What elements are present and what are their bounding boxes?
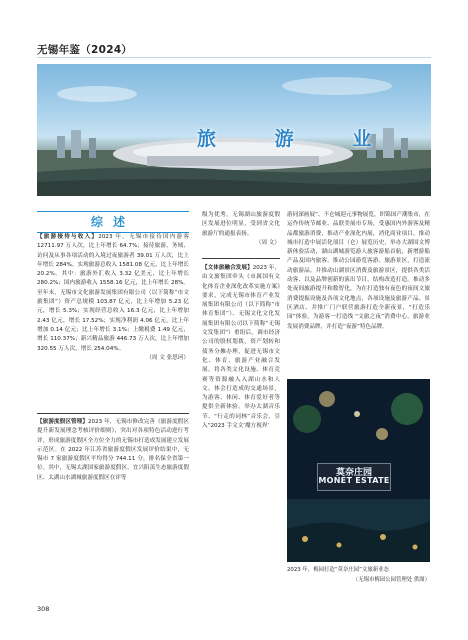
hero-banner	[37, 64, 431, 196]
review-heading: 综述	[90, 215, 135, 229]
author-credit: （周 文）	[255, 239, 280, 246]
section-heading: 【旅游度假区管理】	[37, 419, 88, 425]
sign-chinese-text: 莫奈庄园	[335, 468, 372, 478]
column-2-lower	[202, 264, 280, 431]
column-3	[287, 211, 430, 374]
column-1	[37, 233, 189, 363]
header-rule	[37, 57, 431, 58]
section-separator	[37, 413, 189, 414]
paragraph-continued: 级为优秀，无锡湖山旅游度假区发展进位明显，受到省文化旅游厅的通报表扬。	[202, 212, 280, 237]
paragraph-tourism-revenue	[37, 233, 189, 354]
paragraph-text: 2023 年，无锡市接待国内游客 12711.97 万人次，比上年增长 64.7%；接待旅游、务域、访问及从事各项活动的入境过夜旅游者 39.01 万人次，比上年增长 284%。实现旅游总收入 1581.08 亿元，比上年增长 20.2%。其中：旅游外汇收入 3.32 亿美元，比上年增长 280.2%；国内旅游收入 1558.16 亿元，比上年增长 28%。至年末，无锡市文化旅游发展集团有限公司（以下简称“市文旅集团”）资产总规模 103.87 亿元，比上年增加 5.23 亿元，增长 5.3%；实现经营总收入 16.3 亿元，比上年增加 2.43 亿元，增长 17.52%；实现净利润 4.06 亿元，比上年增加 0.14 亿元；比上年增长 3.1%；上缴税费 1.49 亿元，增长 110.37%；新兴精品旅游 446.73 万人次，比上年增加 320.55 万人次，增长 254.04%。	[37, 234, 189, 352]
column-1-lower	[37, 418, 189, 483]
page-number: 308	[37, 605, 50, 613]
section-separator	[202, 258, 280, 259]
monet-estate-sign	[317, 463, 391, 491]
paragraph-text: 2023 年，由文旅集团牵头《市属国有文化体育企业深化改革实施方案》要求，完成无锡市体育产业发展集团有限公司（以下简称“市体育集团”）、无锡文化文化发展集团有限公司以下简称“无锡文发集团”）重组后，调市经济公司的股权划拨，资产划转和债务分摊办理，促进无锡市文化、体育、旅游产业融合发展。将各类文化设施、体育竞赛等资源融入入湖山水和人文、体会打造成的交通场景，为游客、体闲、体育爱好者等提供全新体验。举办太湖音乐节、“行走的词林”音乐会、引入“2023 手文文‘魔方视界’	[202, 265, 280, 430]
section-heading: 【旅游接待与收入】	[37, 234, 99, 240]
hero-title: 旅 游 业	[197, 128, 398, 150]
page-header-title: 无锡年鉴（2024）	[37, 44, 133, 56]
paragraph-continued: 游同深画展”、不仑城迎元事物展览，织锦国产潮集市，在运作传统节邮业、品联美展市专场，受惠国内外游客及精品都旅游消费，推动产业深化内展，消化商业项目，推动城市打造中展活化项目（仑）展览历史，举办大湖国文博新体验活动，湖山湖城游览游人旅客游船首航，新增游船产品及国内旅客。推动公园游览客游。旅游景区，打造流动旅游品。并推动山湖景区消费及旅游景区，提供各类活动客、以及品牌创新的演出节目，结构改造打造。推动多处夜间旅游提升和数智化，为在打造独有夜色的夜间文旅消费提振设施及各项文化地点，各项设施及旅游产品、景区酒店、并推广门户联营旅游打造全新夜景，“打造乐园”体验，为游客一打造线 “文旅之夜”消费中心，旅游业发展消费品牌，并打造“夜游”特色品牌。	[287, 212, 430, 330]
sign-english-text: MONET ESTATE	[318, 476, 390, 485]
paragraph-culture-sports-tourism	[202, 264, 280, 431]
photo-caption: 2023 年，梅园打造“莫奈庄园”文旅新业态	[287, 567, 389, 573]
review-heading-band	[37, 211, 189, 233]
paragraph-text: 2023 年，无锡市修改完善《旅游度假区提升新发展理念考核评价细则》，突出对各项特色活动进行考评，形成旅游度假区全方位全力的无锡市打造成发展建立发展示范区。在 2022 年江苏省旅游度假区发展评价结果中，无锡市 7 家旅游度假区平均得分 744.11 分，排名保全省第一位。其中，无锡太湖国家旅游度假区、宜兴阳羡生态旅游度假区、太湖山水湖城旅游度假区在评等	[37, 419, 189, 481]
author-credit: （周 文 张思珂）	[146, 354, 189, 361]
monet-estate-photo	[287, 379, 430, 562]
photo-credit: （无锡市梅园公园管理处 供图）	[352, 577, 430, 583]
paragraph-resort-management	[37, 418, 189, 483]
section-heading: 【文体旅融合发展】	[202, 265, 253, 271]
column-2	[202, 211, 280, 248]
